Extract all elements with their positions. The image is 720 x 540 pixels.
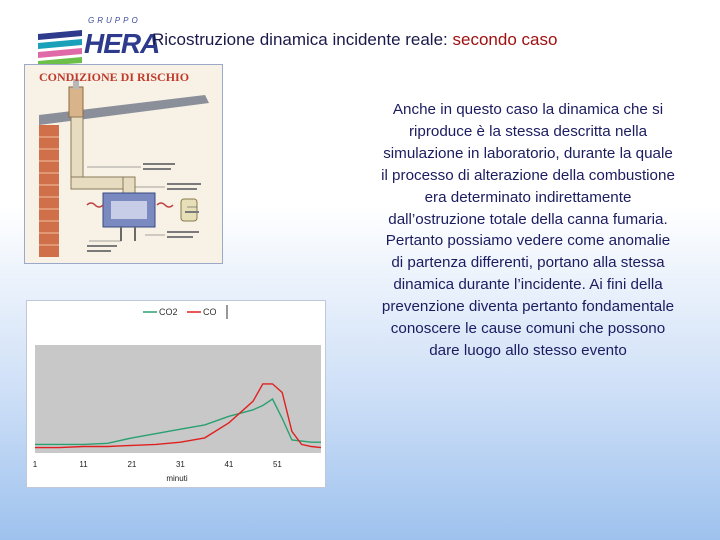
title-main: Ricostruzione dinamica incidente reale: [152, 30, 453, 49]
chart-svg [27, 301, 325, 487]
legend-label-co: CO [203, 307, 217, 317]
x-tick-label: 31 [175, 460, 185, 469]
logo-wordmark: HERA [84, 28, 160, 59]
x-tick-label: 11 [79, 460, 88, 469]
x-tick-label: 41 [224, 460, 234, 469]
x-tick-label: 1 [32, 460, 38, 469]
page-title [152, 30, 557, 50]
boiler-diagram [24, 64, 223, 264]
body-paragraph: Anche in questo caso la dinamica che si riproduce è la stessa descritta nella simulazione in laboratorio, durante la quale il processo di alterazione della combustione era determinato indirettamente dall’ostruzione totale della canna fumaria. Pertanto possiamo vedere come anomalie di partenza differenti, portano alla stessa dinamica durante l’incidente. Ai fini della prevenzione diventa pertanto fondamentale conoscere le cause comuni che possono dare luogo allo stesso evento [381, 101, 675, 359]
x-axis-label: minuti [166, 474, 188, 483]
boiler-illustration [25, 65, 222, 263]
logo-group-text: GRUPPO [88, 16, 141, 25]
logo-stripes-icon [36, 26, 84, 66]
hera-logo [30, 14, 160, 70]
x-tick-label: 51 [272, 460, 282, 469]
legend-label-co2: CO2 [159, 307, 178, 317]
emissions-chart [26, 300, 326, 488]
plot-area [35, 345, 321, 453]
x-tick-label: 21 [127, 460, 137, 469]
title-highlight: secondo caso [452, 30, 558, 49]
diagram-title: CONDIZIONE DI RISCHIO [39, 70, 190, 84]
